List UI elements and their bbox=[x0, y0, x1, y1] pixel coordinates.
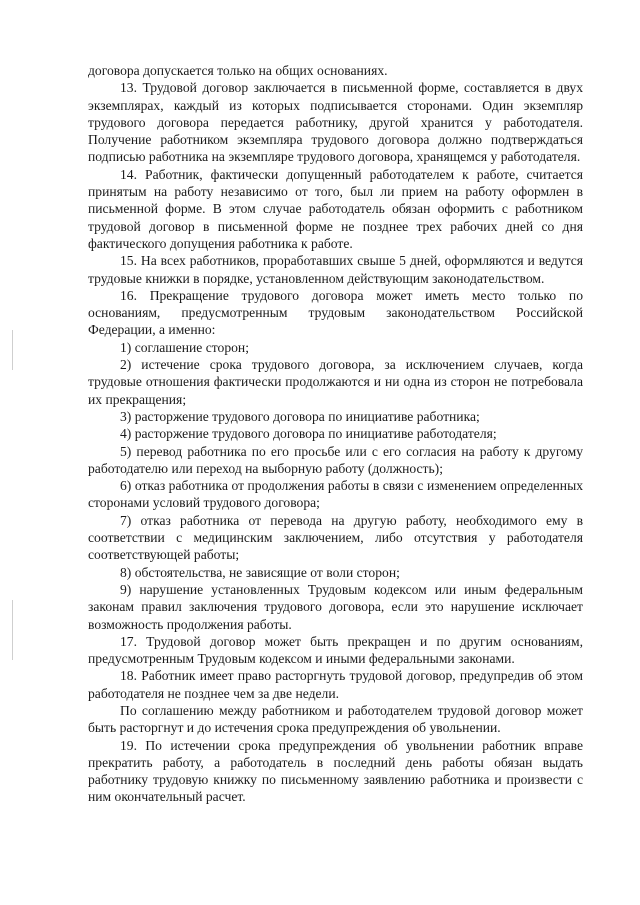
paragraph-15: 15. На всех работников, проработавших свыше 5 дней, оформляются и ведутся трудовые книжки в порядке, установленном действующим законодательством. bbox=[88, 253, 583, 286]
paragraph-17: 17. Трудовой договор может быть прекращен и по другим основаниям, предусмотренным Трудовым кодексом и иными федеральными законами. bbox=[88, 633, 583, 667]
list-item-9: 9) нарушение установленных Трудовым кодексом или иным федеральным законам правил заключения трудового договора, если это нарушение исключает возможность продолжения работы. bbox=[88, 581, 583, 632]
paragraph-19: 19. По истечении срока предупреждения об увольнении работник вправе прекратить работу, а работодатель в последний день работы обязан выдать работнику трудовую книжку по письменному заявлению работника и произвести с ним окончательный расчет. bbox=[88, 737, 583, 805]
paragraph-14: 14. Работник, фактически допущенный работодателем к работе, считается принятым на работу независимо от того, был ли прием на работу оформлен в письменной форме. В этом случае работодатель обязан оформить с работником трудовой договор в письменной форме не позднее трех рабочих дней со дня фактического допущения работника к работе. bbox=[88, 166, 583, 251]
list-item-5: 5) перевод работника по его просьбе или с его согласия на работу к другому работодателю или переход на выборную работу (должность); bbox=[88, 443, 583, 476]
list-item-6: 6) отказ работника от продолжения работы в связи с изменением определенных сторонами условий трудового договора; bbox=[88, 478, 583, 511]
list-item-4: 4) расторжение трудового договора по инициативе работодателя; bbox=[120, 426, 497, 442]
list-item-2: 2) истечение срока трудового договора, за исключением случаев, когда трудовые отношения фактически продолжаются и ни одна из сторон не потребовала их прекращения; bbox=[88, 357, 583, 407]
document-body bbox=[88, 62, 583, 806]
list-item-1: 1) соглашение сторон; bbox=[120, 339, 249, 355]
list-item-3: 3) расторжение трудового договора по инициативе работника; bbox=[120, 408, 480, 424]
paragraph-18-agreement: По соглашению между работником и работодателем трудовой договор может быть расторгнут и до истечения срока предупреждения об увольнении. bbox=[88, 702, 583, 736]
list-item-7: 7) отказ работника от перевода на другую работу, необходимого ему в соответствии с медицинским заключением, либо отсутствия у работодателя соответствующей работы; bbox=[88, 512, 583, 563]
scan-artifact bbox=[12, 330, 13, 370]
list-item-8: 8) обстоятельства, не зависящие от воли сторон; bbox=[120, 564, 400, 580]
scan-artifact bbox=[12, 600, 13, 660]
paragraph-16: 16. Прекращение трудового договора может иметь место только по основаниям, предусмотренным трудовым законодательством Российской Федерации, а именно: bbox=[88, 287, 583, 338]
paragraph-18: 18. Работник имеет право расторгнуть трудовой договор, предупредив об этом работодателя не позднее чем за две недели. bbox=[88, 668, 583, 701]
paragraph-13: 13. Трудовой договор заключается в письменной форме, составляется в двух экземплярах, каждый из которых подписывается сторонами. Один экземпляр трудового договора передается работнику, другой хранится у работодателя. Получение работником экземпляра трудового договора должно подтверждаться подписью работника на экземпляре трудового договора, хранящемся у работодателя. bbox=[88, 80, 583, 165]
paragraph-continuation: договора допускается только на общих основаниях. bbox=[88, 63, 388, 78]
